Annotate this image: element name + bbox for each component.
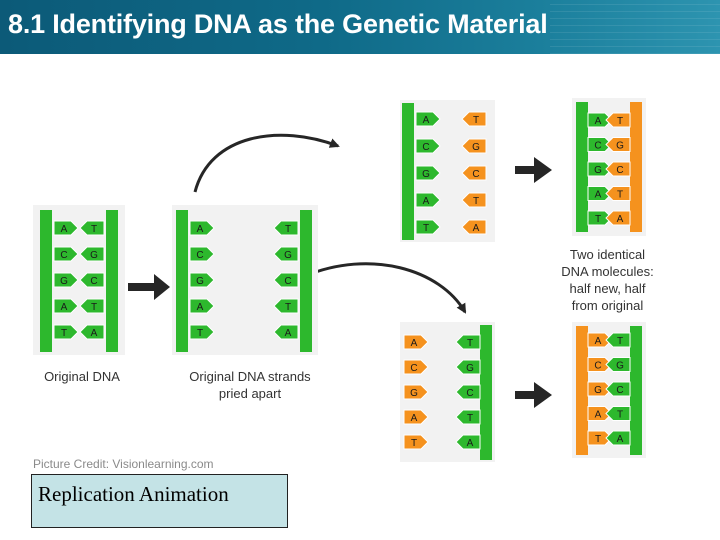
bottom-intermediate-base-0-label: T — [466, 338, 474, 349]
top-result-right-backbone — [630, 102, 642, 232]
original-left-base-0-label: A — [60, 224, 68, 235]
top-intermediate-backbone — [402, 103, 414, 240]
bottom-result-left-base-0-label: A — [594, 336, 602, 347]
bottom-result-left-base-1-label: C — [594, 360, 602, 372]
top-intermediate-base-2-label: G — [422, 169, 430, 180]
top-result-right-base-0-label: T — [616, 116, 624, 127]
original-left-backbone — [40, 210, 52, 352]
top-result-left-backbone — [576, 102, 588, 232]
pried-left-base-4-label: T — [196, 328, 204, 339]
bottom-free-base-2-label: G — [410, 388, 418, 399]
top-result-right-base-4-label: A — [616, 214, 624, 225]
bottom-free-base-3-label: A — [410, 413, 418, 424]
original-left-base-4-label: T — [60, 328, 68, 339]
pried-right-base-1-label: G — [284, 250, 292, 261]
caption-result-line2: DNA molecules: — [561, 264, 654, 279]
top-free-base-0-label: T — [472, 115, 480, 126]
pried-left-base-2-label: G — [196, 276, 204, 287]
original-right-base-1-label: G — [90, 250, 98, 261]
caption-result-line1: Two identical — [569, 247, 646, 262]
picture-credit: Picture Credit: Visionlearning.com — [33, 457, 214, 471]
original-left-base-3-label: A — [60, 302, 68, 313]
caption-strands-line1: Original DNA strands — [189, 369, 311, 384]
bottom-intermediate-base-3-label: T — [466, 413, 474, 424]
top-free-base-2-label: C — [472, 169, 480, 180]
original-right-base-3-label: T — [90, 302, 98, 313]
pried-left-base-3-label: A — [196, 302, 204, 313]
pried-right-base-0-label: T — [284, 224, 292, 235]
top-intermediate-base-3-label: A — [422, 196, 430, 207]
pried-right-backbone — [300, 210, 312, 352]
pried-left-backbone — [176, 210, 188, 352]
top-result-left-base-2-label: G — [594, 165, 602, 176]
top-result-left-base-4-label: T — [594, 214, 602, 225]
top-free-base-3-label: T — [472, 196, 480, 207]
original-right-base-4-label: A — [90, 328, 98, 339]
caption-strands-line2: pried apart — [218, 386, 282, 401]
original-left-base-1-label: C — [60, 250, 68, 261]
bottom-result-right-base-3-label: T — [616, 409, 624, 421]
pried-right-base-4-label: A — [284, 328, 292, 339]
bottom-free-base-4-label: T — [410, 438, 418, 449]
top-result-left-base-0-label: A — [594, 116, 602, 127]
header-texture — [550, 0, 720, 54]
top-intermediate-base-1-label: C — [422, 142, 430, 153]
top-result-right-base-3-label: T — [616, 189, 624, 201]
top-intermediate-base-4-label: T — [422, 223, 430, 234]
pried-left-base-0-label: A — [196, 224, 204, 235]
straight-arrow-1 — [128, 274, 170, 300]
original-left-base-2-label: G — [60, 276, 68, 287]
bottom-result-right-base-2-label: C — [616, 385, 624, 396]
slide-title: 8.1 Identifying DNA as the Genetic Material — [8, 9, 548, 39]
top-result-right-base-2-label: C — [616, 165, 624, 176]
bottom-result-right-base-1-label: G — [616, 360, 624, 372]
top-result-left-base-1-label: C — [594, 140, 602, 152]
top-result-right-base-1-label: G — [616, 140, 624, 152]
bottom-intermediate-base-1-label: G — [466, 363, 474, 374]
caption-original-dna: Original DNA — [44, 369, 120, 384]
curved-arrow-top — [195, 135, 338, 192]
original-right-base-0-label: T — [90, 224, 98, 235]
pried-right-base-2-label: C — [284, 276, 292, 287]
top-result-left-base-3-label: A — [594, 189, 602, 201]
bottom-result-left-base-4-label: T — [594, 434, 602, 445]
pried-right-base-3-label: T — [284, 302, 292, 313]
top-free-base-1-label: G — [472, 142, 480, 153]
top-free-base-4-label: A — [472, 223, 480, 234]
bottom-intermediate-base-2-label: C — [466, 388, 474, 399]
straight-arrow-3 — [515, 382, 552, 408]
bottom-result-right-backbone — [630, 326, 642, 455]
bottom-result-left-backbone — [576, 326, 588, 455]
bottom-free-base-1-label: C — [410, 363, 418, 374]
original-right-backbone — [106, 210, 118, 352]
bottom-result-right-base-4-label: A — [616, 434, 624, 445]
pried-left-base-1-label: C — [196, 250, 204, 261]
caption-result-line4: from original — [571, 298, 644, 313]
bottom-intermediate-backbone — [480, 325, 492, 460]
top-intermediate-base-0-label: A — [422, 115, 430, 126]
bottom-result-left-base-3-label: A — [594, 409, 602, 421]
original-right-base-2-label: C — [90, 276, 98, 287]
straight-arrow-2 — [515, 157, 552, 183]
caption-result-line3: half new, half — [569, 281, 646, 296]
curved-arrow-bottom — [305, 264, 465, 312]
slide-header — [0, 0, 720, 54]
bottom-result-left-base-2-label: G — [594, 385, 602, 396]
replication-animation-label: Replication Animation — [38, 482, 229, 506]
replication-animation-link[interactable] — [31, 474, 288, 528]
bottom-intermediate-base-4-label: A — [466, 438, 474, 449]
bottom-free-base-0-label: A — [410, 338, 418, 349]
bottom-result-right-base-0-label: T — [616, 336, 624, 347]
